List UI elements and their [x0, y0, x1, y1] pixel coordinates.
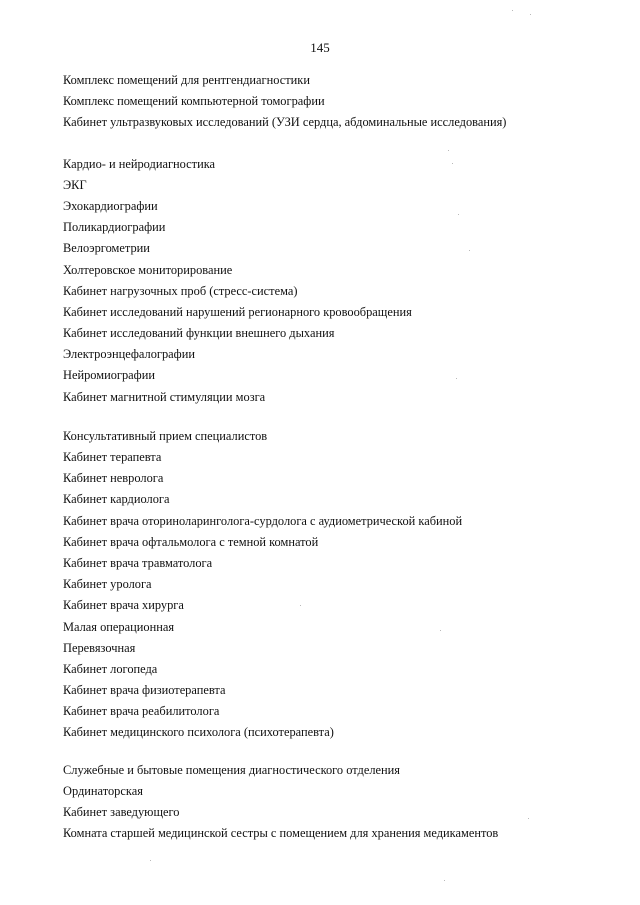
- page-number: 145: [310, 40, 330, 55]
- list-item: Комната старшей медицинской сестры с помещением для хранения медикаментов: [63, 826, 499, 841]
- list-item: Кабинет врача травматолога: [63, 555, 213, 570]
- section-cardio-neuro: [63, 154, 623, 408]
- list-item: Кабинет врача физиотерапевта: [63, 683, 226, 698]
- list-item: Кабинет нагрузочных проб (стресс-система): [63, 283, 298, 298]
- list-item: Кабинет терапевта: [63, 450, 162, 464]
- list-item: Холтеровское мониторирование: [63, 262, 233, 277]
- list-item: Малая операционная: [63, 619, 175, 634]
- list-item: Перевязочная: [63, 640, 136, 655]
- list-item: Кабинет магнитной стимуляции мозга: [63, 389, 266, 404]
- list-item: Кабинет уролога: [63, 577, 152, 592]
- list-item: Кабинет медицинского психолога (психотерапевта): [63, 725, 334, 740]
- list-item: Кабинет ультразвуковых исследований (УЗИ сердца, абдоминальные исследования): [63, 115, 507, 130]
- list-item: Кабинет заведующего: [63, 805, 180, 819]
- list-item: Кабинет врача офтальмолога с темной комнатой: [63, 534, 319, 549]
- section-consultations: [63, 426, 623, 744]
- list-item: Кабинет невролога: [63, 471, 164, 486]
- room-list: [63, 70, 623, 844]
- list-item: Кабинет логопеда: [63, 661, 158, 676]
- list-item: Велоэргометрии: [63, 241, 150, 256]
- list-item: Поликардиографии: [63, 220, 166, 235]
- list-item: Кабинет врача реабилитолога: [63, 704, 220, 719]
- list-item: Нейромиографии: [63, 368, 155, 383]
- list-item: Эхокардиографии: [63, 198, 158, 213]
- list-item: ЭКГ: [63, 177, 87, 192]
- section-radiology: [63, 70, 623, 134]
- list-item: Кабинет исследований функции внешнего дыхания: [63, 326, 335, 341]
- section-heading: Служебные и бытовые помещения диагностического отделения: [63, 762, 400, 777]
- list-item: Кабинет кардиолога: [63, 492, 170, 507]
- list-item: Ординаторская: [63, 783, 143, 798]
- section-heading: Консультативный прием специалистов: [63, 428, 268, 443]
- section-heading: Кардио- и нейродиагностика: [63, 156, 216, 171]
- section-service-rooms: [63, 760, 623, 845]
- list-item: Кабинет врача хирурга: [63, 598, 184, 613]
- list-item: Электроэнцефалографии: [63, 347, 195, 362]
- list-item: Комплекс помещений для рентгендиагностики: [63, 73, 310, 87]
- list-item: Кабинет врача оториноларинголога-сурдолога с аудиометрической кабиной: [63, 513, 463, 528]
- list-item: Кабинет исследований нарушений регионарного кровообращения: [63, 304, 412, 319]
- list-item: Комплекс помещений компьютерной томографии: [63, 94, 325, 109]
